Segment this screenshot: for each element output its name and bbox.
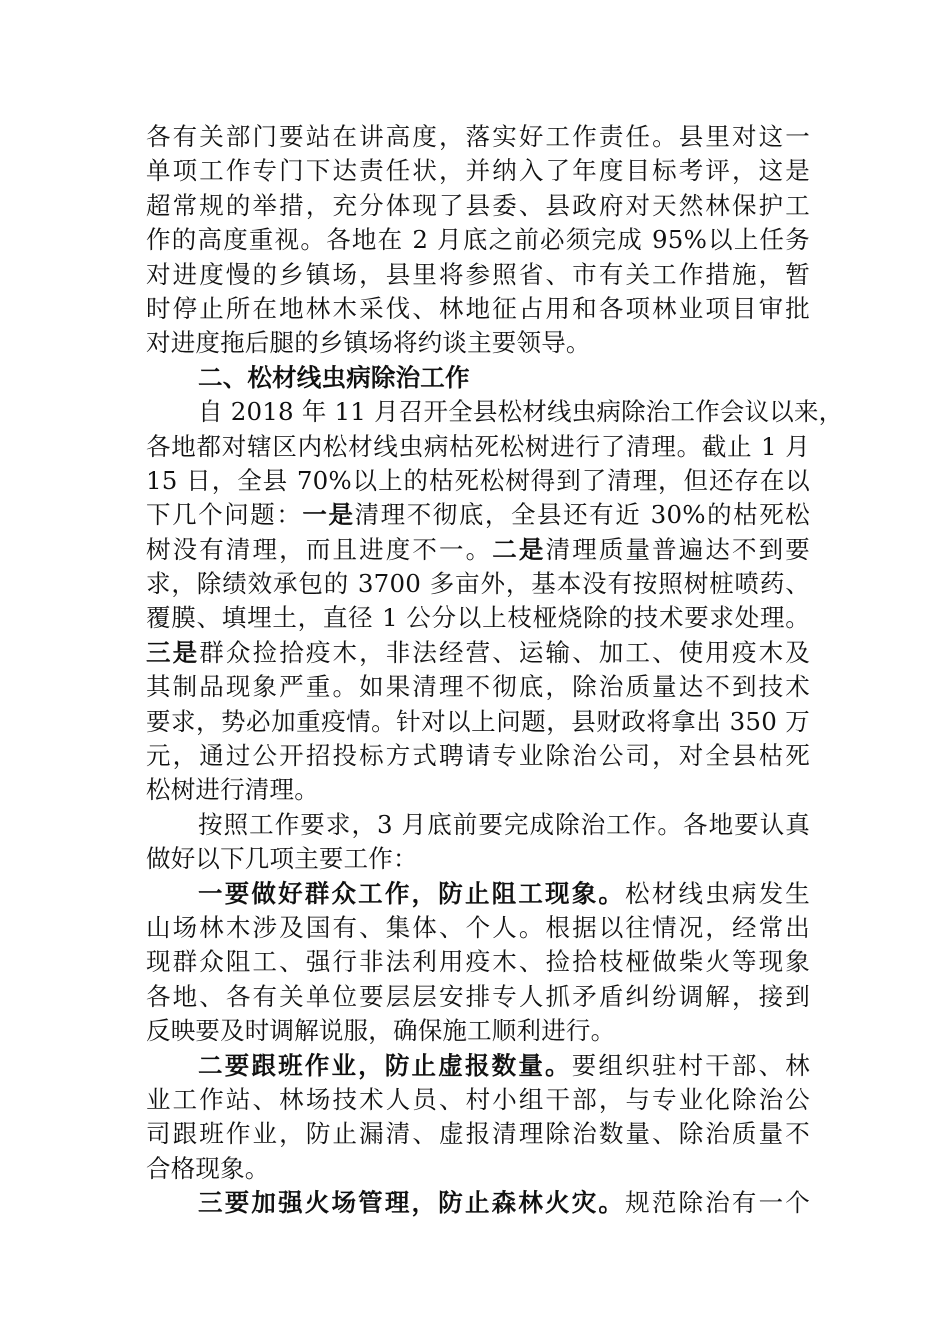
text-line	[146, 395, 844, 429]
text-run: 求，除绩效承包的 3700 多亩外，基本没有按照树桩喷药、	[146, 569, 810, 599]
text-run: 树没有清理，而且进度不一。	[146, 534, 493, 564]
text-run: 下几个问题：	[146, 500, 303, 530]
text-run: 对进度拖后腿的乡镇场将约谈主要领导。	[146, 328, 591, 358]
text-run: 自 2018 年 11 月召开全县松材线虫病除治工作会议以来，	[198, 397, 844, 427]
text-line	[146, 361, 810, 395]
text-line	[146, 1152, 810, 1186]
text-line	[146, 705, 810, 739]
text-run: 松树进行清理。	[146, 775, 319, 805]
bold-text: 一要做好群众工作，防止阻工现象。	[198, 878, 626, 908]
text-run: 群众捡拾疫木，非法经营、运输、加工、使用疫木及	[199, 637, 810, 667]
text-run: 元，通过公开招投标方式聘请专业除治公司，对全县枯死	[146, 741, 810, 771]
text-line	[146, 1186, 810, 1220]
text-run: 清理不彻底，全县还有近 30%的枯死松	[354, 500, 810, 530]
text-run: 各地、各有关单位要层层安排专人抓矛盾纠纷调解，接到	[146, 981, 810, 1011]
text-line	[146, 154, 810, 188]
text-run: 各有关部门要站在讲高度，落实好工作责任。县里对这一	[146, 122, 810, 151]
text-line	[146, 842, 810, 876]
text-line	[146, 1117, 810, 1151]
text-run: 司跟班作业，防止漏清、虚报清理除治数量、除治质量不	[146, 1119, 810, 1149]
text-run: 做好以下几项主要工作：	[146, 844, 418, 874]
text-run: 业工作站、林场技术人员、村小组干部，与专业化除治公	[146, 1084, 810, 1114]
body-text	[146, 120, 844, 1221]
text-run: 超常规的举措，充分体现了县委、县政府对天然林保护工	[146, 190, 810, 220]
text-line	[146, 1083, 810, 1117]
text-line	[146, 464, 810, 498]
text-line	[146, 1014, 810, 1048]
text-line	[146, 739, 810, 773]
text-run: 15 日，全县 70%以上的枯死松树得到了清理，但还存在以	[146, 465, 810, 495]
text-line	[146, 877, 810, 911]
text-run: 松材线虫病发生	[625, 878, 810, 908]
text-run: 现群众阻工、强行非法利用疫木、捡拾枝桠做柴火等现象	[146, 947, 810, 977]
text-run: 按照工作要求，3 月底前要完成除治工作。各地要认真	[198, 809, 810, 839]
text-line	[146, 189, 810, 223]
text-line	[146, 292, 810, 326]
text-line	[146, 567, 810, 601]
text-run: 作的高度重视。各地在 2 月底之前必须完成 95%以上任务	[146, 225, 810, 255]
text-run: 山场林木涉及国有、集体、个人。根据以往情况，经常出	[146, 912, 810, 942]
bold-text: 三要加强火场管理，防止森林火灾。	[198, 1188, 626, 1218]
text-line	[146, 911, 810, 945]
text-run: 合格现象。	[146, 1153, 270, 1183]
text-run: 对进度慢的乡镇场，县里将参照省、市有关工作措施，暂	[146, 259, 810, 289]
text-line	[146, 223, 810, 257]
text-run: 覆膜、填埋土，直径 1 公分以上枝桠烧除的技术要求处理。	[146, 603, 810, 633]
text-line	[146, 326, 810, 360]
bold-text: 三是	[146, 637, 200, 667]
text-line	[146, 945, 810, 979]
text-run: 反映要及时调解说服，确保施工顺利进行。	[146, 1016, 616, 1046]
text-run: 要求，势必加重疫情。针对以上问题，县财政将拿出 350 万	[146, 706, 810, 736]
bold-text: 一是	[302, 500, 355, 530]
text-line	[146, 670, 810, 704]
text-run: 各地都对辖区内松材线虫病枯死松树进行了清理。截止 1 月	[146, 431, 810, 461]
text-line	[146, 498, 810, 532]
text-run: 规范除治有一个	[625, 1188, 810, 1218]
text-run: 清理质量普遍达不到要	[545, 534, 810, 564]
text-line	[146, 533, 810, 567]
text-line	[146, 980, 810, 1014]
bold-text: 二要跟班作业，防止虚报数量。	[198, 1050, 572, 1080]
text-line	[146, 601, 810, 635]
text-line	[146, 773, 810, 807]
bold-text: 二是	[492, 534, 546, 564]
text-run: 单项工作专门下达责任状，并纳入了年度目标考评，这是	[146, 156, 810, 186]
text-run: 要组织驻村干部、林	[571, 1050, 810, 1080]
text-line	[146, 808, 810, 842]
bold-text: 二、松材线虫病除治工作	[198, 362, 470, 392]
text-run: 时停止所在地林木采伐、林地征占用和各项林业项目审批	[146, 293, 810, 323]
text-line	[146, 430, 810, 464]
text-line	[146, 636, 810, 670]
text-line	[146, 1049, 810, 1083]
text-line	[146, 258, 810, 292]
text-line	[146, 120, 810, 154]
text-run: 其制品现象严重。如果清理不彻底，除治质量达不到技术	[146, 672, 810, 702]
